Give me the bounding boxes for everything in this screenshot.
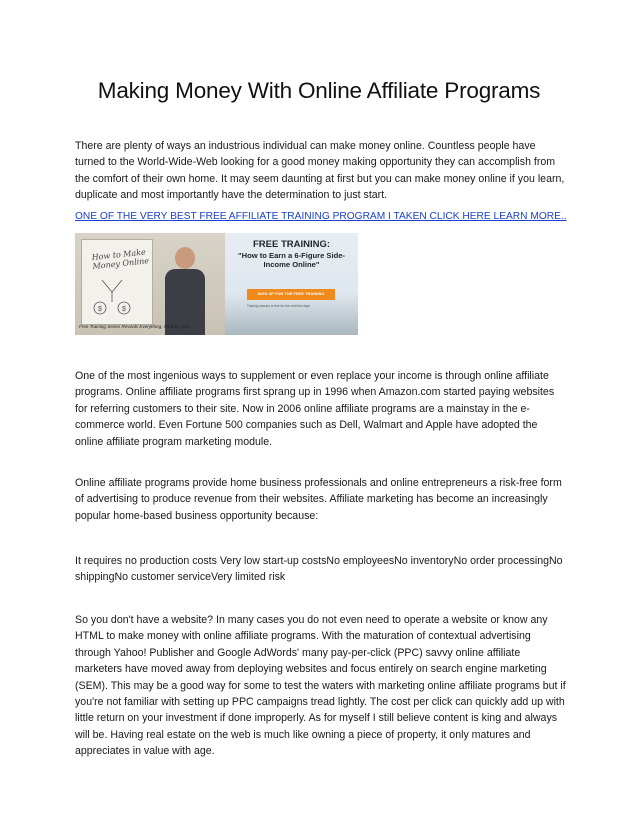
banner-subheading: "How to Earn a 6-Figure Side-Income Online" [238, 251, 345, 269]
free-training-banner[interactable] [75, 233, 358, 335]
affiliate-training-link[interactable]: ONE OF THE VERY BEST FREE AFFILIATE TRAINING PROGRAM I TAKEN CLICK HERE LEARN MORE.. [75, 211, 567, 222]
paragraph-benefit-list: It requires no production costs Very low start-up costsNo employeesNo inventoryNo order processingNo shippingNo customer serviceVery limited risk [75, 555, 563, 584]
svg-text:$: $ [122, 306, 126, 313]
banner-caption: Free Training Series Reveals Everything, Step-by-Step [79, 324, 191, 329]
paragraph-affiliate-benefits: Online affiliate programs provide home business professionals and online entrepreneurs a risk-free form of advertising to produce revenue from their websites. Affiliate marketing has become an increasingly popular home-based business opportunity because: [75, 477, 562, 522]
page-title: Making Money With Online Affiliate Programs [97, 78, 541, 103]
paragraph-affiliate-history: One of the most ingenious ways to supplement or even replace your income is through online affiliate programs. Online affiliate programs first sprang up in 1996 when Amazon.com started paying websites for referring customers to their site. Now in 2006 online affiliate programs are a mainstay in the e-commerce world. Even Fortune 500 companies such as Dell, Walmart and Apple have adopted the online affiliate program marketing module. [75, 370, 555, 448]
svg-text:$: $ [98, 306, 102, 313]
whiteboard-drawing [82, 240, 152, 324]
banner-heading: FREE TRAINING: [252, 239, 331, 250]
whiteboard [81, 239, 153, 325]
whiteboard-text: How to Make Money Online [91, 247, 150, 272]
paragraph-intro: There are plenty of ways an industrious individual can make money online. Countless people have turned to the World-Wide-Web looking for a good money making opportunity they can accomplish from the comfort of their own home. It may seem daunting at first but you can make money online if you learn, duplicate and most importantly have the determination to just start. [75, 140, 565, 202]
banner-video-panel [75, 233, 225, 335]
paragraph-no-website: So you don't have a website? In many cases you do not even need to operate a website or know any HTML to make money with online affiliate programs. With the maturation of contextual advertising through Yahoo! Publisher and Google AdWords' many pay-per-click (PPC) savvy online affiliate marketers have moved away from deploying websites and focus entirely on search engine marketing (SEM). This may be a good way for some to test the waters with marketing online affiliate programs but if you're not familiar with setting up PPC campaigns tread lightly. The cost per click can quickly add up with little return on your investment if done improperly. As for myself I still believe content is king and always will be. Having real estate on the web is much like owning a piece of property, it only matures and appreciates in value with age. [75, 614, 566, 758]
signup-button[interactable]: SIGN UP FOR THE FREE TRAINING [247, 289, 335, 300]
presenter-figure [163, 245, 207, 335]
banner-note: Training session is free for the next few days [247, 304, 310, 308]
